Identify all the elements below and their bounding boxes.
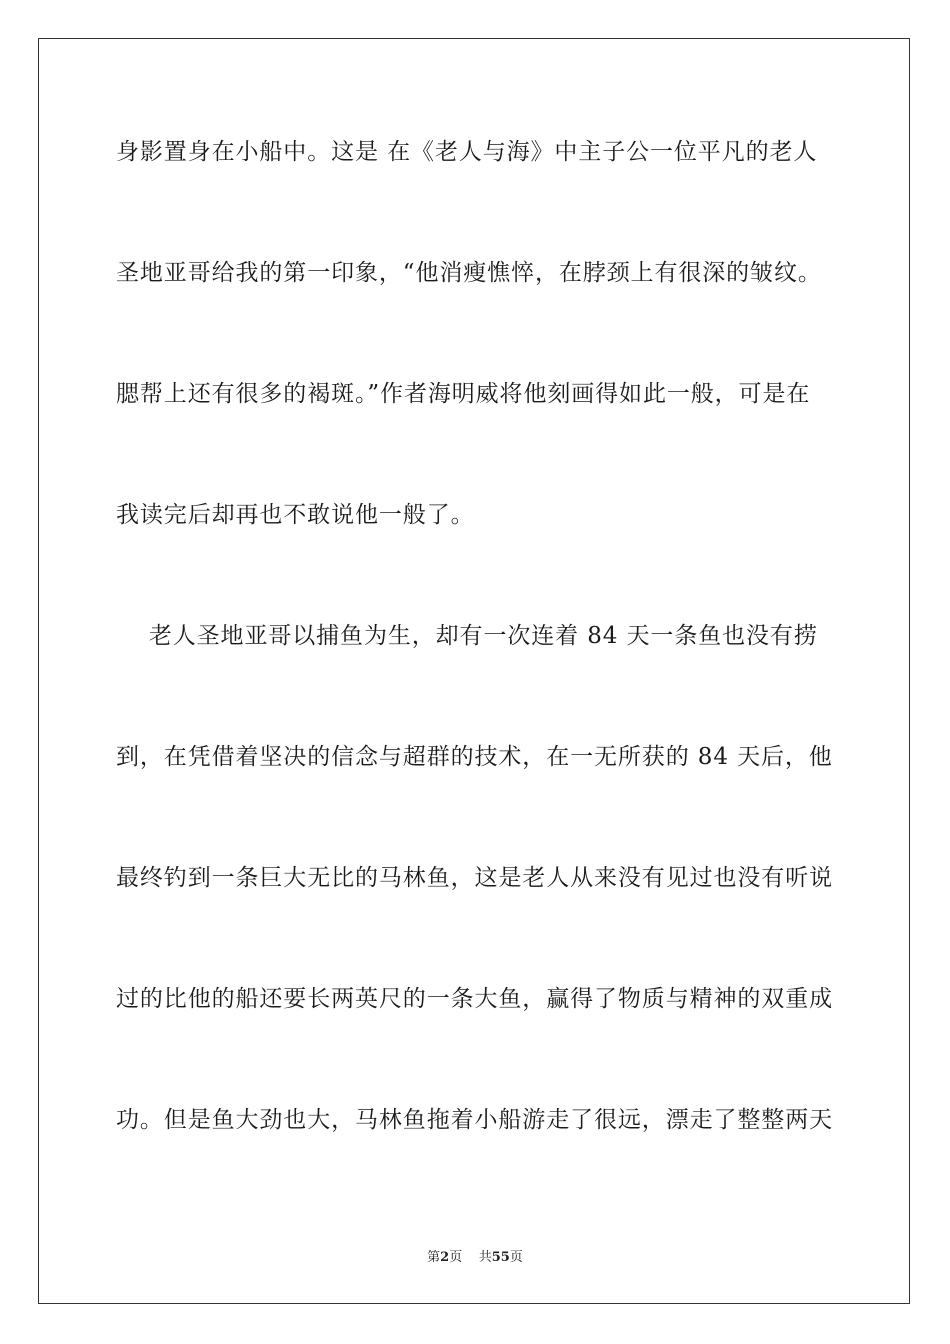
text-line-9: 功。但是鱼大劲也大，马林鱼拖着小船游走了很远，漂走了整整两天 xyxy=(116,1107,833,1133)
text-line-6: 到，在凭借着坚决的信念与超群的技术，在一无所获的 84 天后，他 xyxy=(116,744,833,770)
text-line-8: 过的比他的船还要长两英尺的一条大鱼，赢得了物质与精神的双重成 xyxy=(116,986,833,1012)
document-body xyxy=(116,128,834,1217)
text-line-2: 圣地亚哥给我的第一印象，“他消瘦憔悴，在脖颈上有很深的皱纹。 xyxy=(116,260,822,286)
page-number: 2 xyxy=(440,1250,450,1265)
text-line-3: 腮帮上还有很多的褐斑。”作者海明威将他刻画得如此一般，可是在 xyxy=(116,381,811,407)
text-line-4: 我读完后却再也不敢说他一般了。 xyxy=(116,502,475,528)
total-pages: 55 xyxy=(491,1250,510,1265)
page-suffix: 页 xyxy=(449,1250,463,1265)
total-suffix: 页 xyxy=(509,1250,523,1265)
page-footer xyxy=(0,1246,950,1265)
total-prefix: 共 xyxy=(478,1250,492,1265)
text-line-1: 身影置身在小船中。这是 在《老人与海》中主子公一位平凡的老人 xyxy=(116,139,818,165)
page-prefix: 第 xyxy=(427,1250,441,1265)
text-line-7: 最终钓到一条巨大无比的马林鱼，这是老人从来没有见过也没有听说 xyxy=(116,865,833,891)
text-line-5: 老人圣地亚哥以捕鱼为生，却有一次连着 84 天一条鱼也没有捞 xyxy=(116,623,818,649)
